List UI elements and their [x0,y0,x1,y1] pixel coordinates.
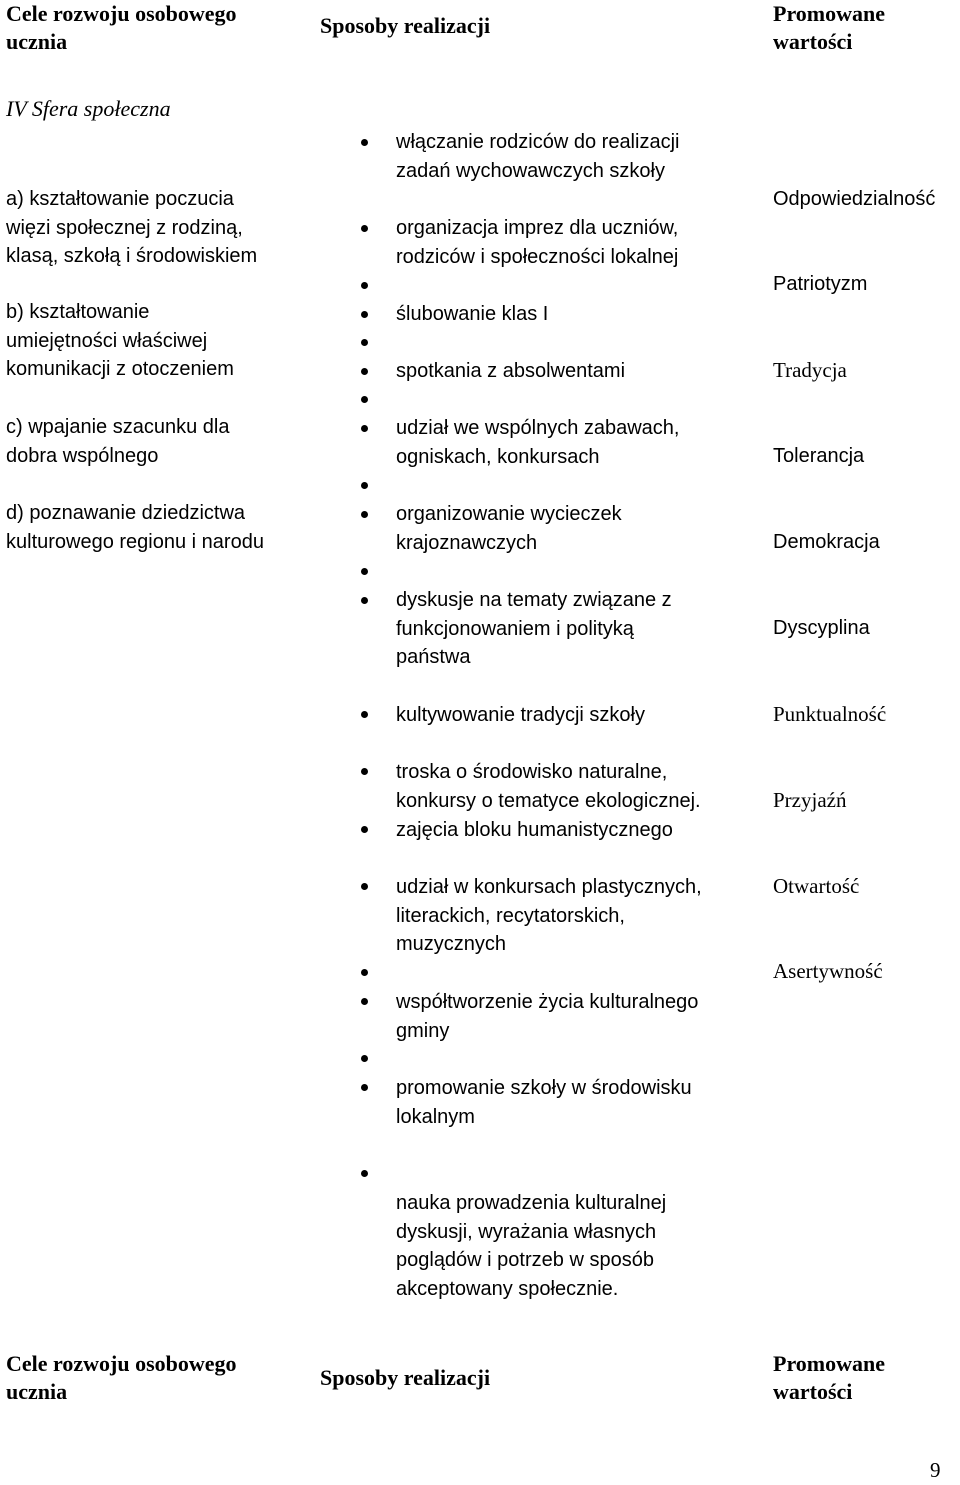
bullet-icon [361,883,368,890]
method-line: ślubowanie klas I [396,303,549,325]
bullet-icon [361,425,368,432]
method-line: rodziców i społeczności lokalnej [396,245,679,268]
method-line: organizacja imprez dla uczniów, [396,217,679,239]
method-line: zajęcia bloku humanistycznego [396,819,673,841]
value-item: Asertywność [773,959,883,983]
method-item [396,1074,692,1131]
header-values [773,0,885,56]
goal-item [6,413,229,470]
method-item [396,701,645,730]
method-item [396,758,701,815]
goal-line: komunikacji z otoczeniem [6,358,234,380]
value-item: Punktualność [773,702,887,726]
method-line: muzycznych [396,933,507,955]
method-item [396,873,702,959]
footer-header-methods: Sposoby realizacji [320,1365,491,1390]
method-item [396,414,680,471]
footer-header-goals [6,1350,237,1406]
method-item [396,1189,666,1303]
bullet-icon [361,282,368,289]
method-line: lokalnym [396,1105,475,1128]
method-item [396,500,622,557]
footer-header-values-line1: Promowane [773,1351,886,1376]
goal-line: kulturowego regionu i narodu [6,530,264,553]
method-line: organizowanie wycieczek [396,503,622,525]
goal-item [6,185,257,271]
header-methods: Sposoby realizacji [320,13,491,38]
method-item [396,214,678,271]
header-goals-line1: Cele rozwoju osobowego [6,1,237,26]
method-item [396,357,625,386]
method-line: spotkania z absolwentami [396,360,626,382]
goal-line: umiejętności właściwej [6,329,208,352]
method-item [396,988,698,1045]
bullet-icon [361,225,368,232]
method-line: współtworzenie życia kulturalnego [396,991,699,1013]
method-line: dyskusji, wyrażania własnych [396,1220,657,1243]
bullet-icon [361,311,368,318]
bullet-icon [361,768,368,775]
value-item: Otwartość [773,874,860,898]
goal-line: c) wpajanie szacunku dla [6,416,230,438]
bullet-icon [361,1170,368,1177]
method-item [396,128,679,185]
section-title: IV Sfera społeczna [6,96,171,121]
bullet-icon [361,396,368,403]
method-line: literackich, recytatorskich, [396,904,625,927]
goal-line: d) poznawanie dziedzictwa [6,502,246,524]
method-line: konkursy o tematyce ekologicznej. [396,789,701,812]
value-item: Patriotyzm [773,273,868,295]
method-line: nauka prowadzenia kulturalnej [396,1192,667,1214]
bullet-icon [361,711,368,718]
goal-line: a) kształtowanie poczucia [6,188,234,210]
bullet-icon [361,511,368,518]
bullet-icon [361,368,368,375]
footer-header-goals-line2: ucznia [6,1379,68,1404]
method-line: państwa [396,646,471,668]
page-number: 9 [930,1458,941,1482]
method-item [396,586,672,672]
bullet-icon [361,969,368,976]
method-line: kultywowanie tradycji szkoły [396,704,645,726]
footer-header-goals-line1: Cele rozwoju osobowego [6,1351,237,1376]
value-item: Tolerancja [773,445,865,467]
header-values-line2: wartości [773,29,853,54]
header-goals [6,0,237,56]
value-item: Tradycja [773,358,847,382]
header-values-line1: Promowane [773,1,886,26]
method-line: promowanie szkoły w środowisku [396,1077,692,1099]
bullet-icon [361,482,368,489]
method-line: zadań wychowawczych szkoły [396,159,665,182]
method-item [396,816,673,845]
bullet-icon [361,826,368,833]
method-line: krajoznawczych [396,531,538,554]
goal-line: klasą, szkołą i środowiskiem [6,245,258,267]
bullet-icon [361,1055,368,1062]
footer-header-values-line2: wartości [773,1379,853,1404]
goal-item [6,298,234,384]
footer-header-values [773,1350,885,1406]
value-item: Odpowiedzialność [773,188,936,210]
method-line: akceptowany społecznie. [396,1277,619,1300]
method-line: udział w konkursach plastycznych, [396,876,702,898]
bullet-icon [361,139,368,146]
bullet-icon [361,597,368,604]
value-item: Przyjaźń [773,788,847,812]
goal-line: b) kształtowanie [6,301,150,323]
bullet-icon [361,339,368,346]
bullet-icon [361,568,368,575]
goal-line: więzi społecznej z rodziną, [6,216,243,239]
method-line: ogniskach, konkursach [396,445,600,468]
method-line: troska o środowisko naturalne, [396,761,668,783]
method-line: udział we wspólnych zabawach, [396,417,680,439]
goal-line: dobra wspólnego [6,444,159,467]
method-line: poglądów i potrzeb w sposób [396,1249,654,1271]
method-line: włączanie rodziców do realizacji [396,131,680,153]
method-line: gminy [396,1019,450,1042]
bullet-icon [361,1084,368,1091]
method-line: dyskusje na tematy związane z [396,589,672,611]
method-line: funkcjonowaniem i polityką [396,617,634,640]
header-goals-line2: ucznia [6,29,68,54]
method-item [396,300,548,329]
bullet-icon [361,998,368,1005]
goal-item [6,499,264,556]
value-item: Dyscyplina [773,617,870,639]
value-item: Demokracja [773,531,880,553]
